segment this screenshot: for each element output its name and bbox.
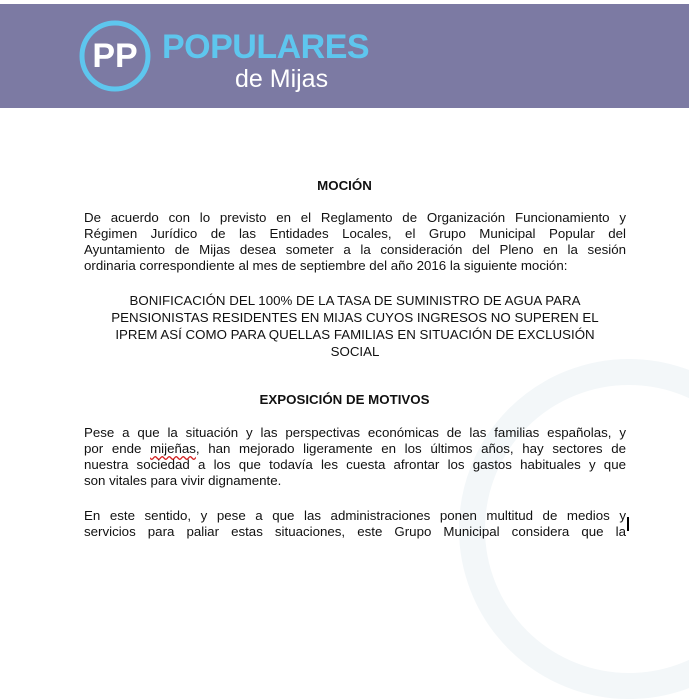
- text-span: por ende: [84, 441, 151, 456]
- pp-logo-icon: [79, 20, 151, 92]
- motion-line: PENSIONISTAS RESIDENTES EN MIJAS CUYOS INGRESOS NO SUPEREN EL: [111, 310, 599, 325]
- paragraph-line: En este sentido, y pese a que las administraciones ponen multitud de medios y: [84, 508, 626, 523]
- motion-line: SOCIAL: [330, 344, 380, 359]
- intro-line: Ayuntamiento de Mijas desea someter a la consideración del Pleno en la sesión: [84, 242, 626, 257]
- intro-line: De acuerdo con lo previsto en el Reglamento de Organización Funcionamiento y: [84, 210, 626, 225]
- svg-text:PP: PP: [92, 37, 138, 75]
- section-title: EXPOSICIÓN DE MOTIVOS: [259, 392, 430, 407]
- paragraph-2: [84, 508, 626, 540]
- intro-paragraph: [84, 210, 626, 274]
- motion-line: BONIFICACIÓN DEL 100% DE LA TASA DE SUMINISTRO DE AGUA PARA: [129, 293, 581, 308]
- intro-line: Régimen Jurídico de las Entidades Locales, el Grupo Municipal Popular del: [84, 226, 626, 241]
- paragraph-line: [84, 441, 626, 457]
- paragraph-1: [84, 425, 626, 489]
- brand-name: POPULARES: [162, 28, 370, 66]
- misspelled-word[interactable]: mijeñas: [150, 441, 196, 456]
- paragraph-line: servicios para paliar estas situaciones, este Grupo Municipal considera que la: [84, 524, 626, 539]
- motion-line: IPREM ASÍ COMO PARA QUELLAS FAMILIAS EN SITUACIÓN DE EXCLUSIÓN: [115, 327, 595, 342]
- header-banner: [0, 4, 689, 108]
- document-title: MOCIÓN: [317, 178, 372, 193]
- paragraph-line: Pese a que la situación y las perspectivas económicas de las familias españolas, y: [84, 425, 626, 440]
- motion-title-block: [84, 292, 626, 360]
- brand-subtitle: de Mijas: [235, 65, 329, 93]
- text-span: , han mejorado ligeramente en los últimos años, hay sectores de: [195, 441, 626, 456]
- paragraph-line: son vitales para vivir dignamente.: [84, 473, 282, 488]
- intro-line: ordinaria correspondiente al mes de septiembre del año 2016 la siguiente moción:: [84, 258, 568, 273]
- paragraph-line: nuestra sociedad a los que todavía les cuesta afrontar los gastos habituales y que: [84, 457, 626, 472]
